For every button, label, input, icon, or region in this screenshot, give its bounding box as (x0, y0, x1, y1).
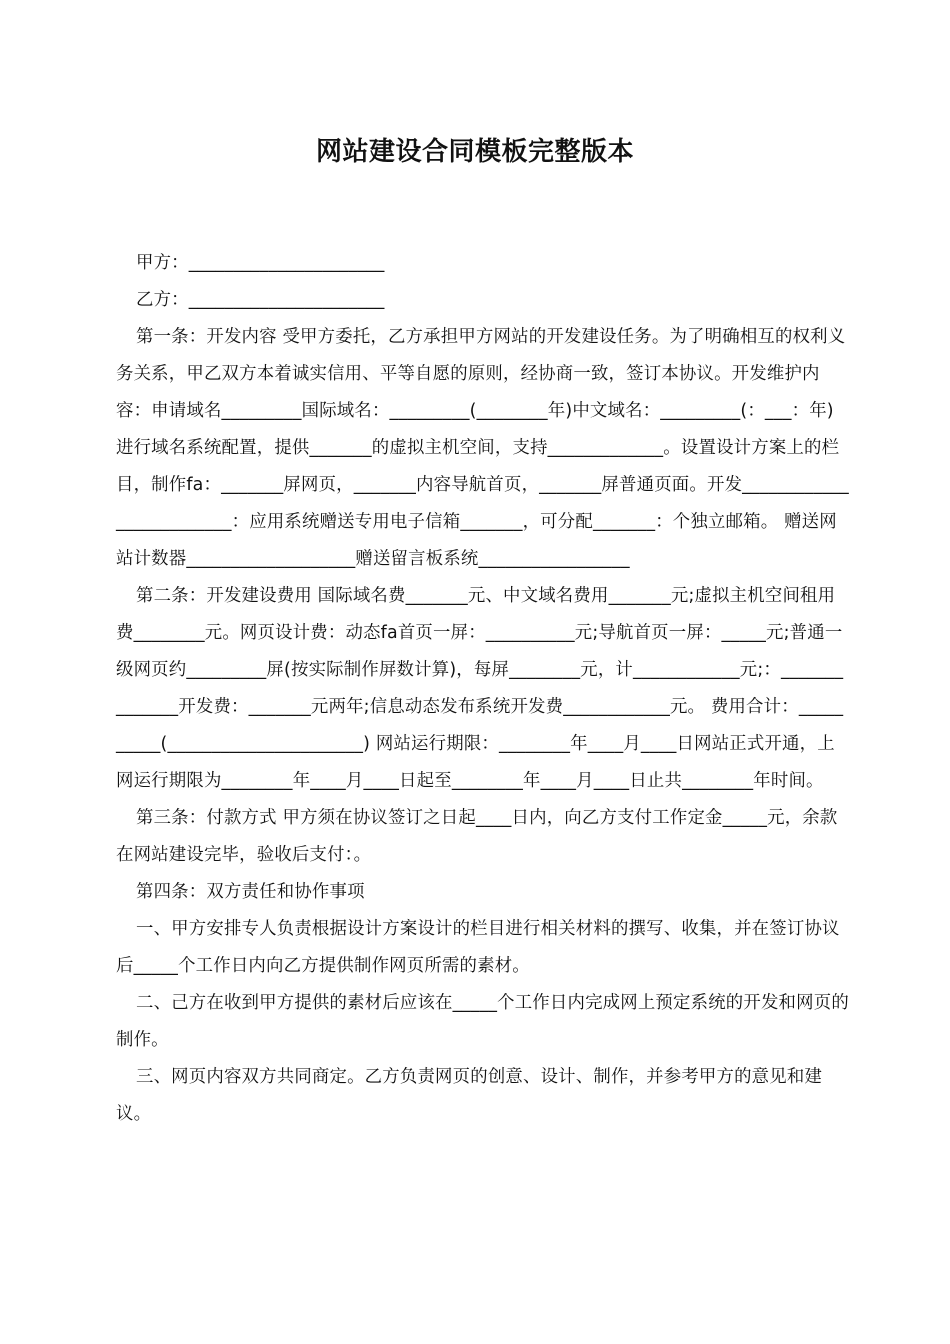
party-b-line: 乙方：______________________ (136, 290, 385, 310)
page-title: 网站建设合同模板完整版本 (315, 137, 634, 167)
clause-4-item-3: 三、网页内容双方共同商定。乙方负责网页的创意、设计、制作，并参考甲方的意见和建议。 (116, 1067, 823, 1124)
clause-4-item-2: 二、己方在收到甲方提供的素材后应该在_____个工作日内完成网上预定系统的开发和网页的制作。 (116, 993, 849, 1050)
clause-3-payment-method: 第三条：付款方式 甲方须在协议签订之日起____日内，向乙方支付工作定金_____元，余款在网站建设完毕，验收后支付：。 (116, 808, 838, 865)
clause-1-development-content: 第一条：开发内容 受甲方委托，乙方承担甲方网站的开发建设任务。为了明确相互的权利义务关系，甲乙双方本着诚实信用、平等自愿的原则，经协商一致，签订本协议。开发维护内容：申请域名_________国际域名：_________(________年)中文域名：_________(：___：年) 进行域名系统配置，提供_______的虚拟主机空间，支持_____________。设置设计方案上的栏目，制作fa：_______屏网页，_______内容导航首页，_______屏普通页面。开发_________________________：应用系统赠送专用电子信箱_______，可分配_______：个独立邮箱。 赠送网站计数器___________________赠送留言板系统_________________ (116, 327, 849, 569)
clause-4-heading: 第四条：双方责任和协作事项 (136, 882, 365, 902)
clause-4-item-1: 一、甲方安排专人负责根据设计方案设计的栏目进行相关材料的撰写、收集，并在签订协议后_____个工作日内向乙方提供制作网页所需的素材。 (116, 919, 840, 976)
party-a-line: 甲方：______________________ (136, 253, 385, 273)
contract-body (116, 245, 849, 1133)
clause-2-development-fees: 第二条：开发建设费用 国际域名费_______元、中文域名费用_______元;虚拟主机空间租用费________元。网页设计费：动态fa首页一屏：__________元;导航首页一屏：_____元;普通一级网页约_________屏(按实际制作屏数计算)，每屏________元，计____________元;：______________开发费：_______元两年;信息动态发布系统开发费____________元。 费用合计：__________(______________________) 网站运行期限：________年____月____日网站正式开通，上网运行期限为________年____月____日起至________年____月____日止共________年时间。 (116, 586, 844, 791)
